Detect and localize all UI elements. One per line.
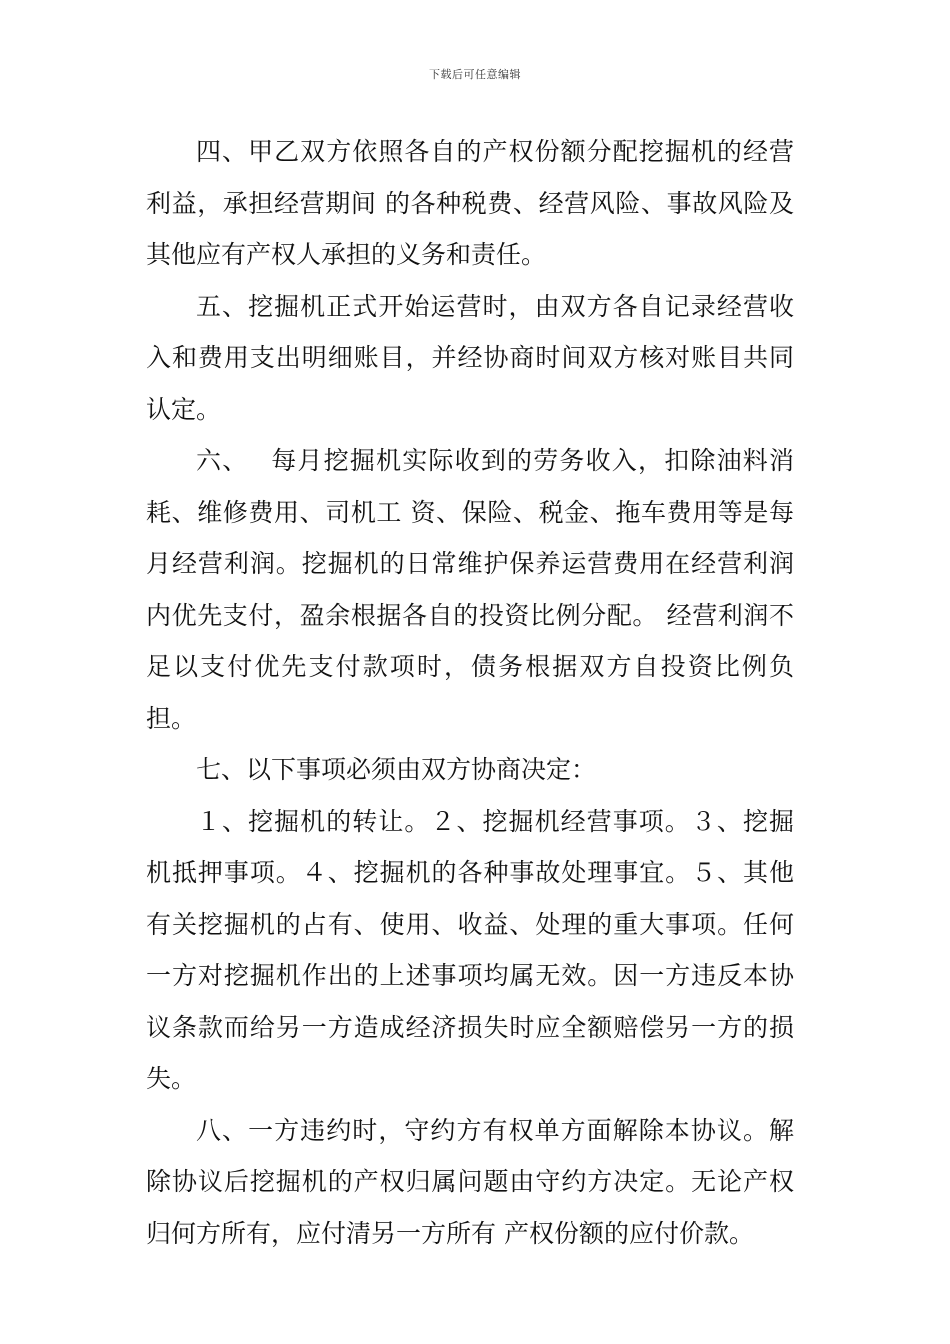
paragraph-clause-6: 六、 每月挖掘机实际收到的劳务收入，扣除油料消耗、维修费用、司机工 资、保险、税金、拖车费用等是每月经营利润。挖掘机的日常维护保养运营费用在经营利润内优先支付，盈余根据各自的投资比例分配。 经营利润不足以支付优先支付款项时，债务根据双方自投资比例负担。 [146, 446, 794, 733]
document-body [146, 126, 794, 1259]
paragraph-clause-8: 八、一方违约时，守约方有权单方面解除本协议。解除协议后挖掘机的产权归属问题由守约方决定。无论产权归何方所有，应付清另一方所有 产权份额的应付价款。 [146, 1115, 794, 1248]
paragraph-clause-7: 七、以下事项必须由双方协商决定： [196, 755, 597, 784]
paragraph-clause-4: 四、甲乙双方依照各自的产权份额分配挖掘机的经营利益，承担经营期间 的各种税费、经营风险、事故风险及其他应有产权人承担的义务和责任。 [146, 137, 794, 269]
paragraph-clause-7-items: １、挖掘机的转让。２、挖掘机经营事项。３、挖掘机抵押事项。４、挖掘机的各种事故处理事宜。５、其他有关挖掘机的占有、使用、收益、处理的重大事项。任何一方对挖掘机作出的上述事项均属无效。因一方违反本协议条款而给另一方造成经济损失时应全额赔偿另一方的损失。 [146, 806, 794, 1093]
paragraph-clause-5: 五、挖掘机正式开始运营时，由双方各自记录经营收入和费用支出明细账目，并经协商时间双方核对账目共同认定。 [146, 291, 794, 424]
page-header: 下载后可任意编辑 [429, 68, 521, 81]
